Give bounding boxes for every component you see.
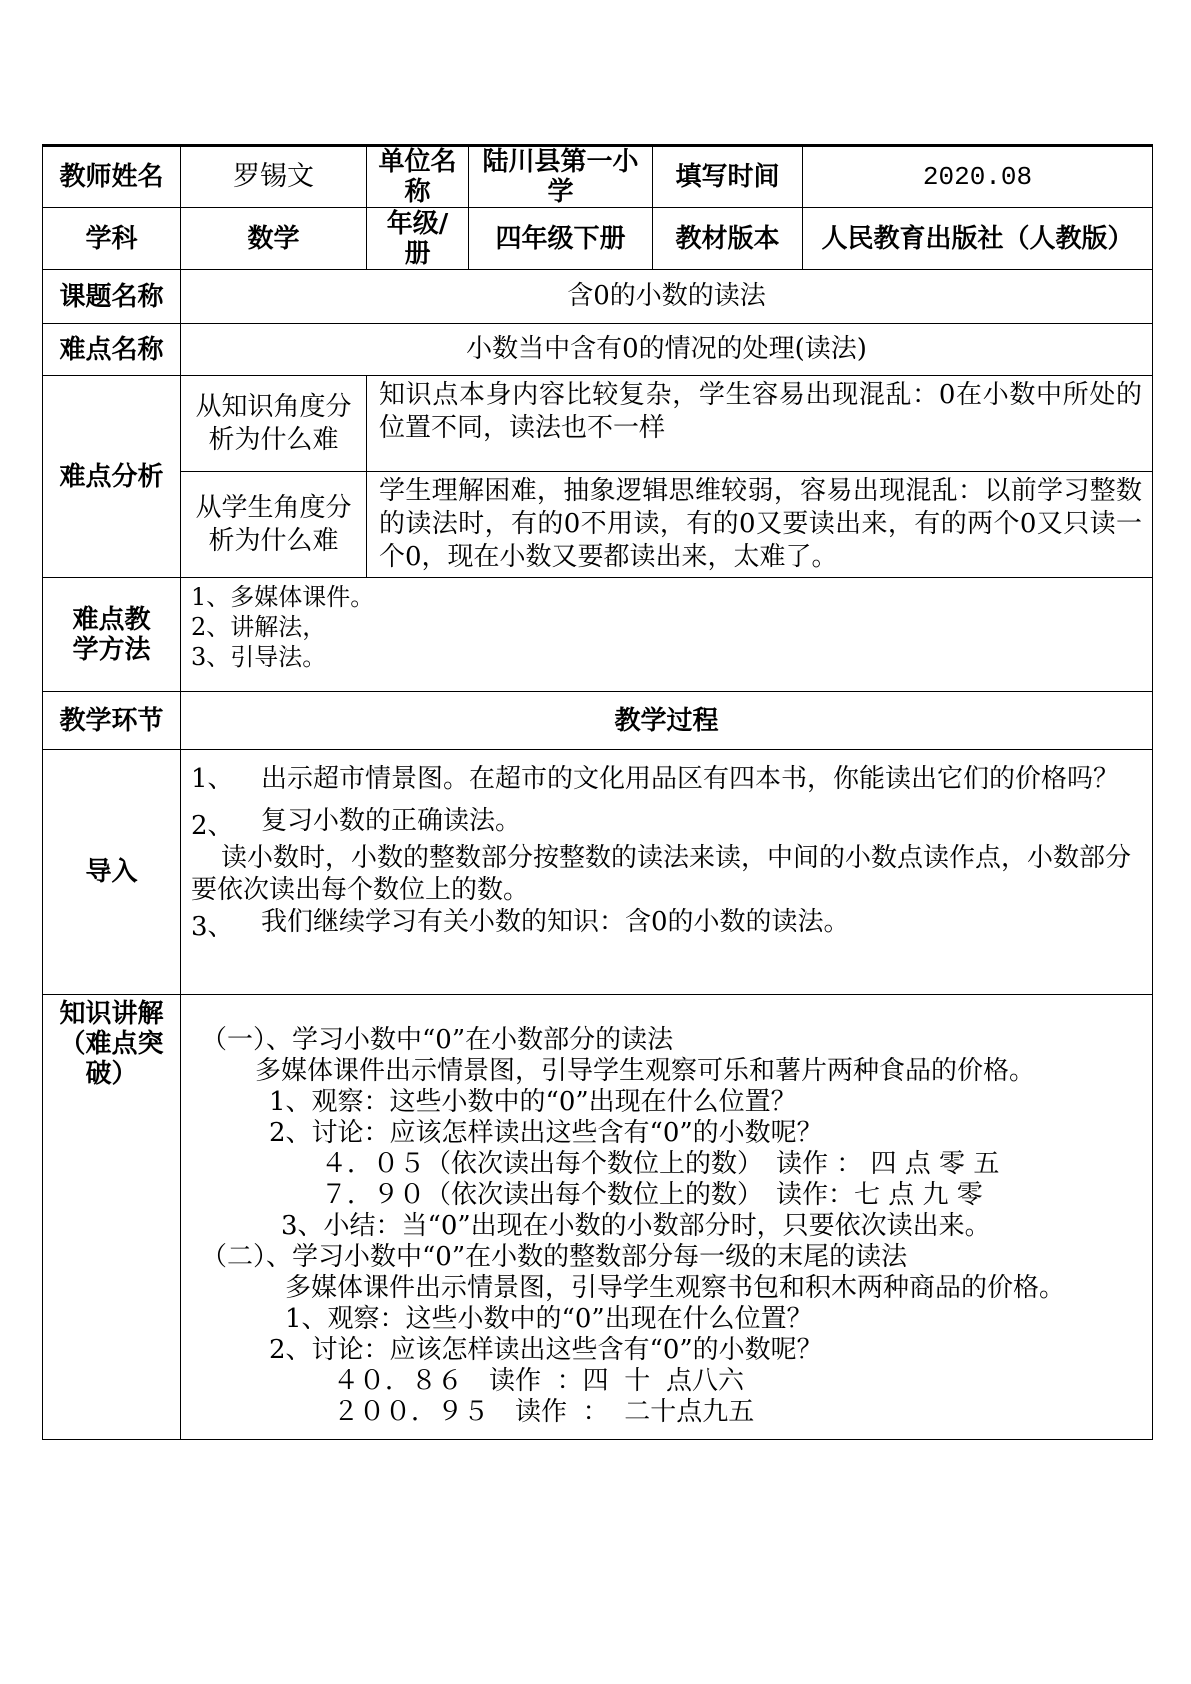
difficulty-row bbox=[43, 324, 1153, 376]
date-value: 2020.08 bbox=[803, 146, 1153, 208]
knowledge-label: 知识讲解（难点突破） bbox=[43, 995, 181, 1440]
analysis-student-text: 学生理解困难，抽象逻辑思维较弱，容易出现混乱：以前学习整数的读法时，有的0不用读，有的0又要读出来，有的两个0又只读一个0，现在小数又要都读出来，太难了。 bbox=[367, 472, 1153, 578]
methods-row bbox=[43, 578, 1153, 692]
methods-item: 2、讲解法， bbox=[191, 613, 327, 641]
intro-item bbox=[191, 906, 1140, 943]
intro-label: 导入 bbox=[43, 750, 181, 995]
intro-item-text: 我们继续学习有关小数的知识：含0的小数的读法。 bbox=[261, 907, 850, 937]
intro-row bbox=[43, 750, 1153, 995]
analysis-student-label: 从学生角度分析为什么难 bbox=[181, 472, 367, 578]
intro-item-number: 3、 bbox=[191, 912, 234, 942]
knowledge-line: （一）、学习小数中“0”在小数部分的读法 bbox=[201, 1025, 674, 1055]
analysis-row-student bbox=[43, 472, 1153, 578]
knowledge-row bbox=[43, 995, 1153, 1440]
grade-label: 年级/册 bbox=[367, 208, 469, 270]
intro-content bbox=[181, 750, 1153, 995]
intro-note: 读小数时，小数的整数部分按整数的读法来读，中间的小数点读作点，小数部分要依次读出每个数位上的数。 bbox=[191, 843, 1132, 905]
topic-row bbox=[43, 270, 1153, 324]
difficulty-value: 小数当中含有0的情况的处理(读法) bbox=[181, 324, 1153, 376]
knowledge-line: 多媒体课件出示情景图，引导学生观察书包和积木两种商品的价格。 bbox=[285, 1273, 1066, 1303]
methods-list bbox=[181, 578, 1153, 692]
knowledge-content bbox=[181, 995, 1153, 1440]
process-label: 教学环节 bbox=[43, 692, 181, 750]
unit-label: 单位名称 bbox=[367, 146, 469, 208]
grade-value: 四年级下册 bbox=[469, 208, 653, 270]
header-row-1 bbox=[43, 146, 1153, 208]
topic-label: 课题名称 bbox=[43, 270, 181, 324]
knowledge-line: 3、小结：当“0”出现在小数的小数部分时，只要依次读出来。 bbox=[281, 1211, 991, 1241]
knowledge-line: 2、讨论：应该怎样读出这些含有“0”的小数呢？ bbox=[269, 1118, 823, 1148]
knowledge-line: ７．９０（依次读出每个数位上的数） 读作：七 点 九 零 bbox=[321, 1180, 983, 1210]
knowledge-line: 1、观察：这些小数中的“0”出现在什么位置？ bbox=[269, 1087, 797, 1117]
topic-value: 含0的小数的读法 bbox=[181, 270, 1153, 324]
knowledge-line: （二）、学习小数中“0”在小数的整数部分每一级的末尾的读法 bbox=[201, 1242, 908, 1272]
knowledge-line: ２００．９５ 读作 ： 二十点九五 bbox=[333, 1397, 755, 1427]
analysis-knowledge-text: 知识点本身内容比较复杂，学生容易出现混乱：0在小数中所处的位置不同，读法也不一样 bbox=[367, 376, 1153, 472]
intro-item-text: 出示超市情景图。在超市的文化用品区有四本书，你能读出它们的价格吗？ bbox=[261, 764, 1120, 794]
process-title: 教学过程 bbox=[181, 692, 1153, 750]
knowledge-line: ４０．８６ 读作 ：四 十 点八六 bbox=[333, 1366, 744, 1396]
intro-item-text: 复习小数的正确读法。 bbox=[261, 806, 522, 836]
methods-label: 难点教学方法 bbox=[43, 578, 181, 692]
unit-value: 陆川县第一小学 bbox=[469, 146, 653, 208]
teacher-label: 教师姓名 bbox=[43, 146, 181, 208]
analysis-row-knowledge bbox=[43, 376, 1153, 472]
subject-label: 学科 bbox=[43, 208, 181, 270]
intro-item-number: 1、 bbox=[191, 764, 234, 794]
methods-item: 3、引导法。 bbox=[191, 643, 327, 671]
header-row-2 bbox=[43, 208, 1153, 270]
methods-item: 1、多媒体课件。 bbox=[191, 583, 375, 611]
knowledge-line: 2、讨论：应该怎样读出这些含有“0”的小数呢？ bbox=[269, 1335, 823, 1365]
intro-item bbox=[191, 758, 1140, 801]
date-label: 填写时间 bbox=[653, 146, 803, 208]
knowledge-line: 多媒体课件出示情景图，引导学生观察可乐和薯片两种食品的价格。 bbox=[255, 1056, 1036, 1086]
intro-item bbox=[191, 805, 1140, 842]
intro-item-number: 2、 bbox=[191, 811, 234, 841]
edition-label: 教材版本 bbox=[653, 208, 803, 270]
edition-value: 人民教育出版社（人教版） bbox=[803, 208, 1153, 270]
lesson-plan-table bbox=[42, 144, 1153, 1440]
subject-value: 数学 bbox=[181, 208, 367, 270]
difficulty-label: 难点名称 bbox=[43, 324, 181, 376]
analysis-label: 难点分析 bbox=[43, 376, 181, 578]
teacher-value: 罗锡文 bbox=[181, 146, 367, 208]
process-header-row bbox=[43, 692, 1153, 750]
knowledge-line: 1、观察：这些小数中的“0”出现在什么位置？ bbox=[285, 1304, 813, 1334]
knowledge-line: ４．０５（依次读出每个数位上的数） 读作 ： 四 点 零 五 bbox=[321, 1149, 1000, 1179]
analysis-knowledge-label: 从知识角度分析为什么难 bbox=[181, 376, 367, 472]
